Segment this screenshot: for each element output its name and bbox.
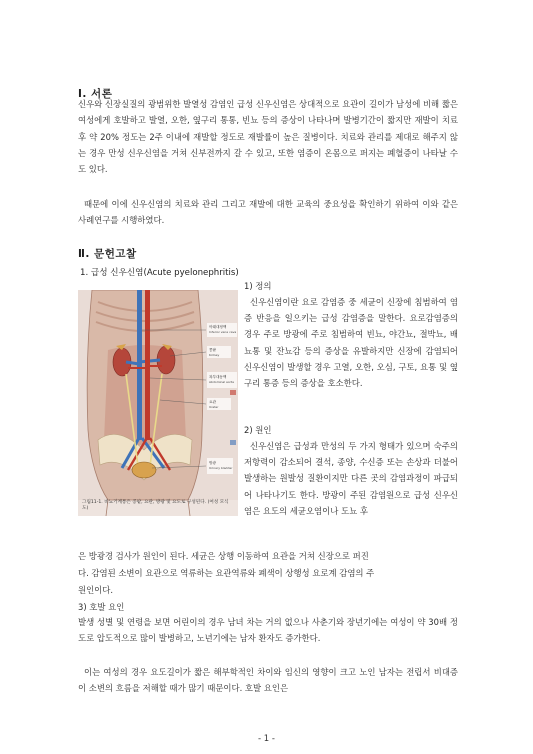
risk-paragraph-2: 이는 여성의 경우 요도길이가 짧은 해부학적인 차이와 임신의 영향이 크고 노인 남자는 전립서 비대증이 소변의 흐름을 저해할 때가 많기 때문이다. 호발 요인은 [78, 667, 458, 694]
risk-paragraph-1: 발생 성별 및 연령을 보면 어린이의 경우 남녀 차는 거의 없으나 사춘기와 장년기에는 여성이 약 30배 정도로 압도적으로 많이 발병하고, 노년기에는 남자 환자도 증가한다. [78, 617, 458, 644]
risk-label: 3) 호발 요인 [78, 602, 125, 612]
label-vena-cava-en: Inferior vena cava [209, 330, 237, 334]
label-kidney-en: Kidney [209, 353, 220, 357]
intro-paragraph-1: 신우와 신장실질의 광범위한 발열성 감염인 급성 신우신염은 상대적으로 요관이 길이가 남성에 비해 짧은 여성에게 호발하고 발열, 오한, 옆구리 통통, 빈뇨 등의 증상이 나타나며 발병기간이 짧지만 재발이 치료 후 약 20% 정도는 2주 이내에 재발할 정도로 재발률이 높은 질병이다. 치료와 관리를 제대로 해주지 않는 경우 만성 신우신염을 거쳐 신부전까지 갈 수 있고, 또한 염증이 온몸으로 퍼지는 폐혈증이 나타날 수도 있다. [78, 99, 458, 175]
cause-label: 2) 원인 [244, 425, 272, 435]
label-kidney-ko: 콩팥 [209, 348, 216, 352]
cause-line-b: 다. 감염된 소변이 요관으로 역류하는 요관역류와 폐색이 상행성 요로계 감염의 주 [78, 568, 375, 578]
label-ureter-ko: 요관 [209, 400, 216, 404]
page-number: - 1 - [258, 734, 275, 744]
definition-text: 신우신염이란 요로 감염증 중 세균이 신장에 침범하여 염증 반응을 일으키는 급성 감염증을 말한다. 요로감염증의 경우 주로 방광에 주로 침범하여 빈뇨, 야간뇨, 절박뇨, 배뇨통 및 잔뇨감 등의 증상을 유발하지만 신장에 감염되어 신우신염이 발생할 경우 고열, 오한, 오심, 구토, 요통 및 옆구리 통증 등의 증상을 호소한다. [244, 297, 458, 389]
cause-line-a: 은 방광경 검사가 원인이 된다. 세균은 상행 이동하여 요관을 거쳐 신장으로 퍼진 [78, 551, 369, 561]
definition-label: 1) 정의 [244, 281, 272, 291]
label-aorta-ko: 복부대동맥 [209, 375, 227, 379]
cause-line-c: 원인이다. [78, 585, 114, 595]
cause-text: 신우신염은 급성과 만성의 두 가지 형태가 있으며 숙주의 저항력이 감소되어 결석, 종양, 수신증 또는 손상과 더불어 발생하는 원발성 질환이지만 다른 곳의 감염과정이 파급되어 나타나기도 한다. 방광이 주된 감염원으로 급성 신우신염은 요도의 세균오염이나 도뇨 후 [244, 441, 458, 516]
anatomy-figure [78, 290, 238, 516]
urinary-system-illustration [78, 290, 238, 516]
figure-caption: 그림11-1. 비뇨기계통은 콩팥, 요관, 방광 및 요도로 구성된다. (여성 모식도) [82, 500, 229, 511]
label-bladder-en: Urinary bladder [209, 466, 233, 470]
label-bladder-ko: 방광 [209, 461, 216, 465]
label-aorta-en: Abdominal aorta [209, 380, 234, 384]
label-vena-cava-ko: 아래대정맥 [209, 325, 227, 329]
intro-paragraph-2: 때문에 이에 신우신염의 치료와 관리 그리고 재발에 대한 교육의 중요성을 확인하기 위하여 이와 같은 사례연구를 시행하였다. [78, 199, 458, 226]
subsection-heading-acute-pyelonephritis: 1. 급성 신우신염(Acute pyelonephritis) [80, 268, 239, 278]
label-ureter-en: Ureter [209, 405, 219, 409]
section-heading-literature-review: Ⅱ. 문헌고찰 [78, 248, 137, 260]
section-heading-introduction: Ⅰ. 서론 [78, 88, 113, 100]
